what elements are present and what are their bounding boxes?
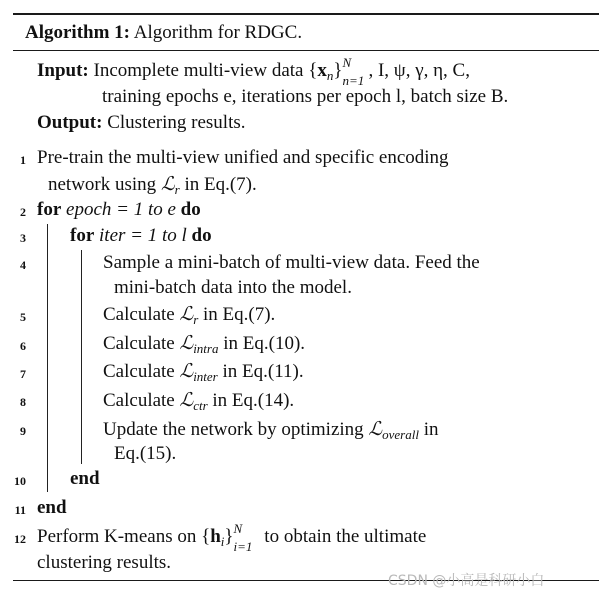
- output-text: Clustering results.: [107, 112, 246, 133]
- line-number: 1: [20, 153, 26, 167]
- loss-sub-r: r: [193, 312, 199, 327]
- line-number: 8: [20, 395, 26, 409]
- line-number: 5: [20, 310, 26, 324]
- step-12-post: to obtain the ultimate: [264, 526, 427, 547]
- watermark: CSDN @小高是科研小白: [388, 573, 545, 589]
- range-i: i=1: [233, 539, 253, 554]
- var-h: h: [210, 526, 221, 547]
- step-10-end: end: [70, 468, 100, 489]
- input-text-start: Incomplete multi-view data {: [93, 60, 318, 81]
- loss-sub-inter: inter: [193, 369, 218, 384]
- loss-sub-intra: intra: [193, 341, 219, 356]
- loss-symbol: ℒ: [160, 173, 175, 195]
- loss-symbol: ℒ: [179, 332, 194, 354]
- step-4-line-2: mini-batch data into the model.: [114, 277, 352, 298]
- step-5: [103, 303, 275, 326]
- input-line-2: training epochs e, iterations per epoch l, batch size B.: [102, 86, 509, 107]
- line-number: 4: [20, 258, 26, 272]
- step-8-text: Calculate: [103, 390, 175, 411]
- epoch-condition: epoch = 1 to e: [66, 199, 176, 220]
- loss-sub-overall: overall: [382, 427, 419, 442]
- step-12-line-2: clustering results.: [37, 552, 172, 573]
- line-number: 3: [20, 231, 26, 245]
- step-8: [103, 389, 294, 412]
- output-line: [37, 112, 246, 134]
- loss-symbol: ℒ: [368, 418, 383, 440]
- step-2-for-epoch: [37, 199, 201, 221]
- input-var-x: x: [317, 60, 327, 81]
- step-12-line-1: [37, 521, 427, 554]
- step-12-text: Perform K-means on {: [37, 526, 211, 547]
- loss-symbol: ℒ: [179, 389, 194, 411]
- header-rule: [13, 50, 599, 51]
- step-9-line-2: Eq.(15).: [114, 443, 177, 464]
- algorithm-label: Algorithm 1:: [25, 22, 131, 43]
- iter-condition: iter = 1 to l: [99, 225, 187, 246]
- inner-loop-bar: [81, 250, 82, 464]
- step-8-ref: in Eq.(14).: [212, 390, 295, 411]
- keyword-do: do: [191, 225, 212, 246]
- step-1-text: network using: [48, 174, 157, 195]
- line-number: 6: [20, 339, 26, 353]
- step-7-text: Calculate: [103, 361, 175, 382]
- step-7-ref: in Eq.(11).: [222, 361, 304, 382]
- line-number: 11: [14, 503, 26, 517]
- input-range: n=1: [342, 73, 365, 88]
- brace-close: }: [224, 526, 234, 547]
- algorithm-title: Algorithm for RDGC.: [133, 22, 303, 43]
- line-number: 7: [20, 367, 26, 381]
- step-9-in: in: [423, 419, 439, 440]
- loss-sub-ctr: ctr: [193, 398, 208, 413]
- input-brace-close: }: [333, 60, 343, 81]
- input-limits: [342, 55, 368, 88]
- sub-i: i: [220, 534, 225, 549]
- step-6-text: Calculate: [103, 333, 175, 354]
- step-9-line-1: [103, 418, 438, 441]
- step-3-for-iter: [70, 225, 212, 247]
- step-11-end: end: [37, 497, 67, 518]
- output-label: Output:: [37, 112, 103, 133]
- line-number: 12: [14, 532, 26, 546]
- input-sub-n: n: [326, 68, 334, 83]
- input-line-1: [37, 55, 470, 88]
- keyword-for: for: [70, 225, 95, 246]
- step-5-text: Calculate: [103, 304, 175, 325]
- input-label: Input:: [37, 60, 89, 81]
- sup-n: N: [233, 521, 243, 536]
- step-7: [103, 360, 304, 383]
- step-1-line-1: Pre-train the multi-view unified and specific encoding: [37, 147, 449, 168]
- step-12-limits: [233, 521, 260, 554]
- step-4-line-1: Sample a mini-batch of multi-view data. Feed the: [103, 252, 480, 273]
- line-number: 10: [14, 474, 26, 488]
- line-number: 2: [20, 205, 26, 219]
- line-number: 9: [20, 424, 26, 438]
- step-6: [103, 332, 305, 355]
- step-1-ref: in Eq.(7).: [184, 174, 257, 195]
- loss-symbol: ℒ: [179, 360, 194, 382]
- keyword-for: for: [37, 199, 62, 220]
- step-5-ref: in Eq.(7).: [203, 304, 276, 325]
- step-9-text: Update the network by optimizing: [103, 419, 364, 440]
- keyword-do: do: [180, 199, 201, 220]
- algorithm-caption: [25, 22, 302, 44]
- step-1-line-2: [48, 173, 257, 196]
- loss-symbol: ℒ: [179, 303, 194, 325]
- loss-sub-r: r: [174, 182, 180, 197]
- outer-loop-bar: [47, 224, 48, 492]
- step-6-ref: in Eq.(10).: [223, 333, 306, 354]
- input-params: , I, ψ, γ, η, C,: [368, 60, 470, 81]
- top-rule: [13, 13, 599, 15]
- input-sup-n: N: [342, 55, 352, 70]
